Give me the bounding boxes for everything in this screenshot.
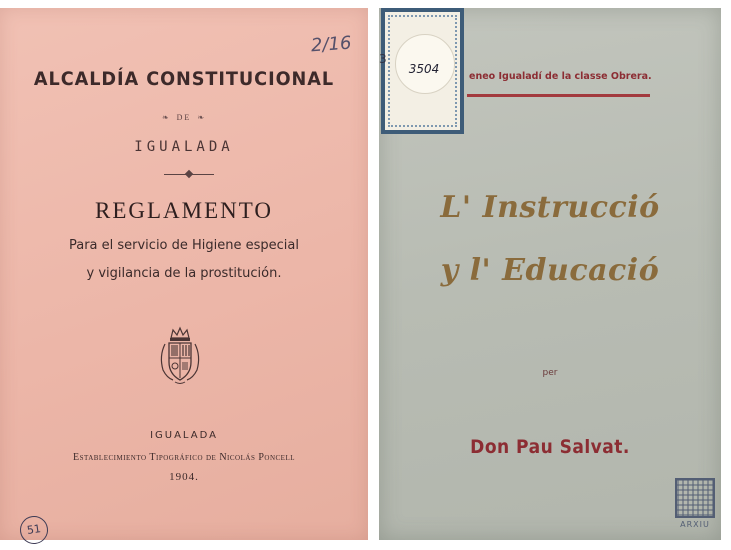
library-label [381,8,464,134]
library-label-corner-mark: 3 [379,52,387,66]
de-text: DE [176,113,192,122]
town-name-bottom: IGUALADA [150,430,218,441]
printer-line: Establecimiento Tipográfico de Nicolás Poncell [72,452,296,463]
author-name: Don Pau Salvat. [470,436,630,458]
society-name: eneo Igualadí de la classe Obrera. [469,71,652,82]
cover-title-line-2: y l' Educació [440,253,660,288]
by-label: per [542,368,558,378]
red-divider [467,94,650,97]
right-book-cover [379,8,721,540]
ornament-divider [164,174,214,176]
cover-subtitle-line-1: Para el servicio de Higiene especial [68,238,300,253]
cover-heading: ALCALDÍA CONSTITUCIONAL [33,68,335,90]
left-book-cover [0,8,368,540]
catalog-stamp-number: 51 [26,522,42,537]
library-label-number: 3504 [408,62,440,76]
catalog-stamp [18,514,50,546]
cover-subtitle-line-2: y vigilancia de la prostitución. [86,266,282,281]
cover-title-line-1: L' Instrucció [440,190,660,225]
archive-stamp-label: ARXIU [680,520,710,529]
handwritten-note: 2/16 [310,32,353,57]
town-name-top: IGUALADA [134,139,234,155]
cover-title: REGLAMENTO [94,198,273,223]
coat-of-arms-icon [157,326,203,386]
cover-de [0,113,368,122]
archive-stamp-icon [675,478,715,518]
publication-year: 1904. [169,471,199,483]
